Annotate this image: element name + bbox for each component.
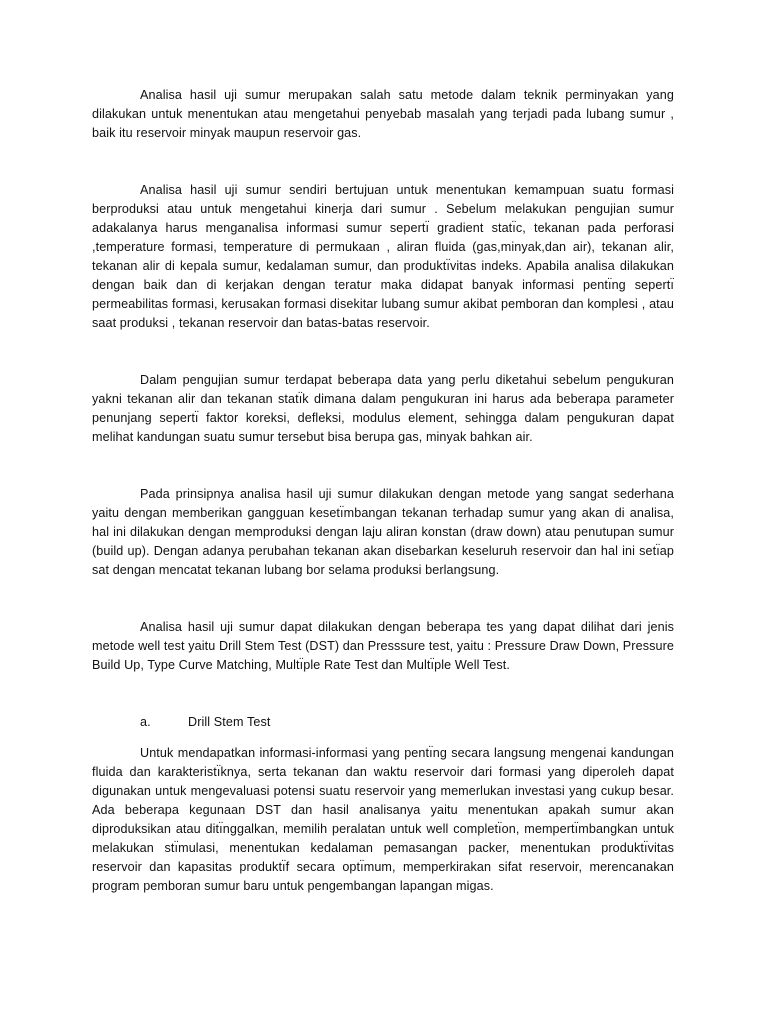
section-heading xyxy=(92,713,674,732)
paragraph-principle: Pada prinsipnya analisa hasil uji sumur dilakukan dengan metode yang sangat sederhana yaitu dengan memberikan gangguan kesetı̈mbangan tekanan terhadap sumur yang akan di analisa, hal ini dilakukan dengan memproduksi dengan laju aliran konstan (draw down) atau penutupan sumur (build up). Dengan adanya perubahan tekanan akan disebarkan keseluruh reservoir dan hal ini setı̈ap sat dengan mencatat tekanan lubang bor selama produksi berlangsung. xyxy=(92,487,674,577)
paragraph-purpose: Analisa hasil uji sumur sendiri bertujuan untuk menentukan kemampuan suatu formasi berproduksi atau untuk mengetahui kinerja dari sumur . Sebelum melakukan pengujian sumur adakalanya harus menganalisa informasi sumur sepertı̈ gradient statı̈c, tekanan pada perforasi ,temperature formasi, temperature di permukaan , aliran fluida (gas,minyak,dan air), tekanan alir, tekanan alir di kepala sumur, kedalaman sumur, dan produktı̈vitas indeks. Apabila analisa dilakukan dengan baik dan di kerjakan dengan teratur maka didapat banyak informasi pentı̈ng sepertı̈ permeabilitas formasi, kerusakan formasi disekitar lubang sumur akibat pemboran dan komplesi , atau saat produksi , tekanan reservoir dan batas-batas reservoir. xyxy=(92,183,674,330)
paragraph-data-requirements: Dalam pengujian sumur terdapat beberapa data yang perlu diketahui sebelum pengukuran yakni tekanan alir dan tekanan statı̈k dimana dalam pengukuran ini harus ada beberapa parameter penunjang sepertı̈ faktor koreksi, defleksi, modulus element, sehingga dalam pengukuran dapat melihat kandungan suatu sumur tersebut bisa berupa gas, minyak bahkan air. xyxy=(92,373,674,444)
paragraph-dst-description: Untuk mendapatkan informasi-informasi yang pentı̈ng secara langsung mengenai kandungan fluida dan karakteristı̈knya, serta tekanan dan waktu reservoir dari formasi yang diperoleh dapat digunakan untuk mengevaluasi potensi suatu reservoir yang memerlukan investasi yang cukup besar. Ada beberapa kegunaan DST dan hasil analisanya yaitu menentukan apakah sumur akan diproduksikan atau ditı̈nggalkan, memilih peralatan untuk well completı̈on, mempertı̈mbangkan untuk melakukan stı̈mulasi, menentukan kedalaman pemasangan packer, menentukan produktı̈vitas reservoir dan kapasitas produktı̈f secara optı̈mum, memperkirakan sifat reservoir, merencanakan program pemboran sumur baru untuk pengembangan lapangan migas. xyxy=(92,746,674,893)
section-marker: a. xyxy=(140,715,151,729)
section-title: Drill Stem Test xyxy=(188,715,271,729)
paragraph-intro: Analisa hasil uji sumur merupakan salah satu metode dalam teknik perminyakan yang dilakukan untuk menentukan atau mengetahui penyebab masalah yang terjadi pada lubang sumur , baik itu reservoir minyak maupun reservoir gas. xyxy=(92,88,674,140)
document-body xyxy=(92,86,674,896)
paragraph-test-methods: Analisa hasil uji sumur dapat dilakukan dengan beberapa tes yang dapat dilihat dari jenis metode well test yaitu Drill Stem Test (DST) dan Presssure test, yaitu : Pressure Draw Down, Pressure Build Up, Type Curve Matching, Multı̈ple Rate Test dan Multı̈ple Well Test. xyxy=(92,620,674,672)
